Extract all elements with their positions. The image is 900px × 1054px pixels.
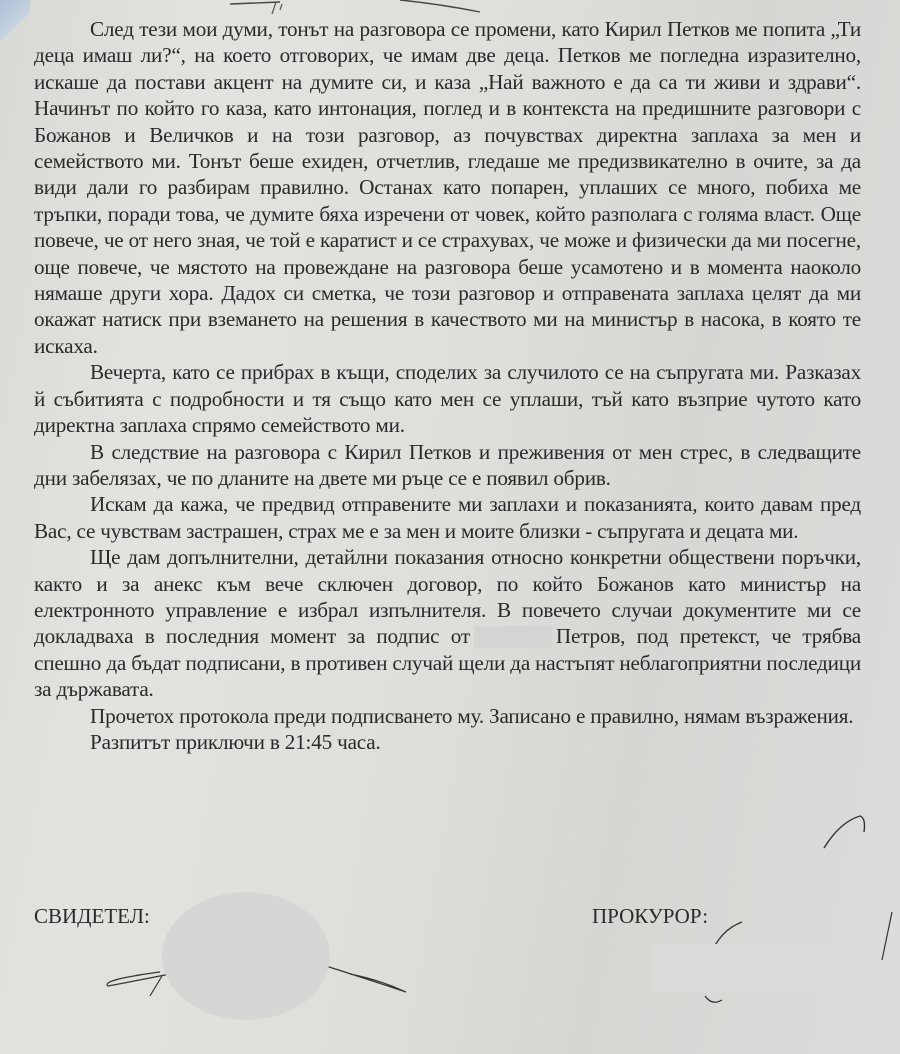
paragraph-evening: Вечерта, като се прибрах в къщи, споделих за случилото се на съпругата ми. Разказах й събитията с подробности и тя също като мен се уплаши, тъй като възприе чутото като директна заплаха спрямо семейството ми. [34, 360, 861, 438]
paragraph-end-time: Разпитът приключи в 21:45 часа. [90, 729, 381, 754]
paragraph-additional-testimony [34, 544, 861, 702]
paragraph-feel-threatened: Искам да кажа, че предвид отправените ми заплахи и показанията, които давам пред Вас, се чувствам застрашен, страх ме е за мен и моите близки - съпругата и децата ми. [34, 492, 861, 543]
paragraph-5-part-1: Ще дам допълнителни, детайлни показания относно конкретни обществени поръчки, както и за анекс към вече сключен договор, по който Божанов като министър на електронното управление е избрал изпълнителя. В повечето случаи документите ми се докладваха в последния момент за подпис от [34, 545, 861, 649]
paragraph-stress-rash: В следствие на разговора с Кирил Петков и преживения от мен стрес, в следващите дни забелязах, че по дланите на двете ми ръце се е появил обрив. [34, 439, 861, 490]
witness-label: СВИДЕТЕЛ: [34, 904, 150, 928]
paragraph-threat-account: След тези мои думи, тонът на разговора се промени, като Кирил Петков ме попита „Ти деца имаш ли?“, на което отговорих, че имам две деца. Петков ме погледна изразително, искаше да постави акцент на думите си, и каза „Най важното е да са ти живи и здрави“. Начинът по който го каза, като интонация, поглед и в контекста на предишните разговори с Божанов и Величков и на този разговор, аз почувствах директна заплаха за мен и семейството ми. Тонът беше ехиден, отчетлив, гледаше ме предизвикателно в очите, за да види дали го разбирам правилно. Останах като попарен, уплаших се много, побиха ме тръпки, поради това, че думите бяха изречени от човек, който разполага с голяма власт. Още повече, че от него зная, че той е каратист и се страхувах, че може и физически да ми посегне, още повече, че мястото на провеждане на разговора беше усамотено и в момента наоколо нямаше други хора. Дадох си сметка, че този разговор и отправената заплаха целят да ми окажат натиск при вземането на решения в качеството ми на министър в насока, в която те искаха. [34, 17, 861, 358]
document-body [34, 16, 861, 755]
paragraph-5-part-2: Петров, под претекст, че трябва спешно да бъдат подписани, в противен случай щели да настъпят неблагоприятни последици за държавата. [34, 624, 861, 702]
page-corner-fold [0, 0, 30, 40]
signature-section [0, 900, 900, 1054]
paragraph-read-protocol: Прочетох протокола преди подписването му. Записано е правилно, нямам възражения. [90, 703, 854, 728]
name-redaction [474, 626, 552, 648]
witness-signature-redaction [162, 892, 330, 1020]
handwritten-mark-right [820, 812, 880, 852]
prosecutor-signature-redaction [652, 944, 852, 992]
prosecutor-label: ПРОКУРОР: [592, 904, 709, 928]
